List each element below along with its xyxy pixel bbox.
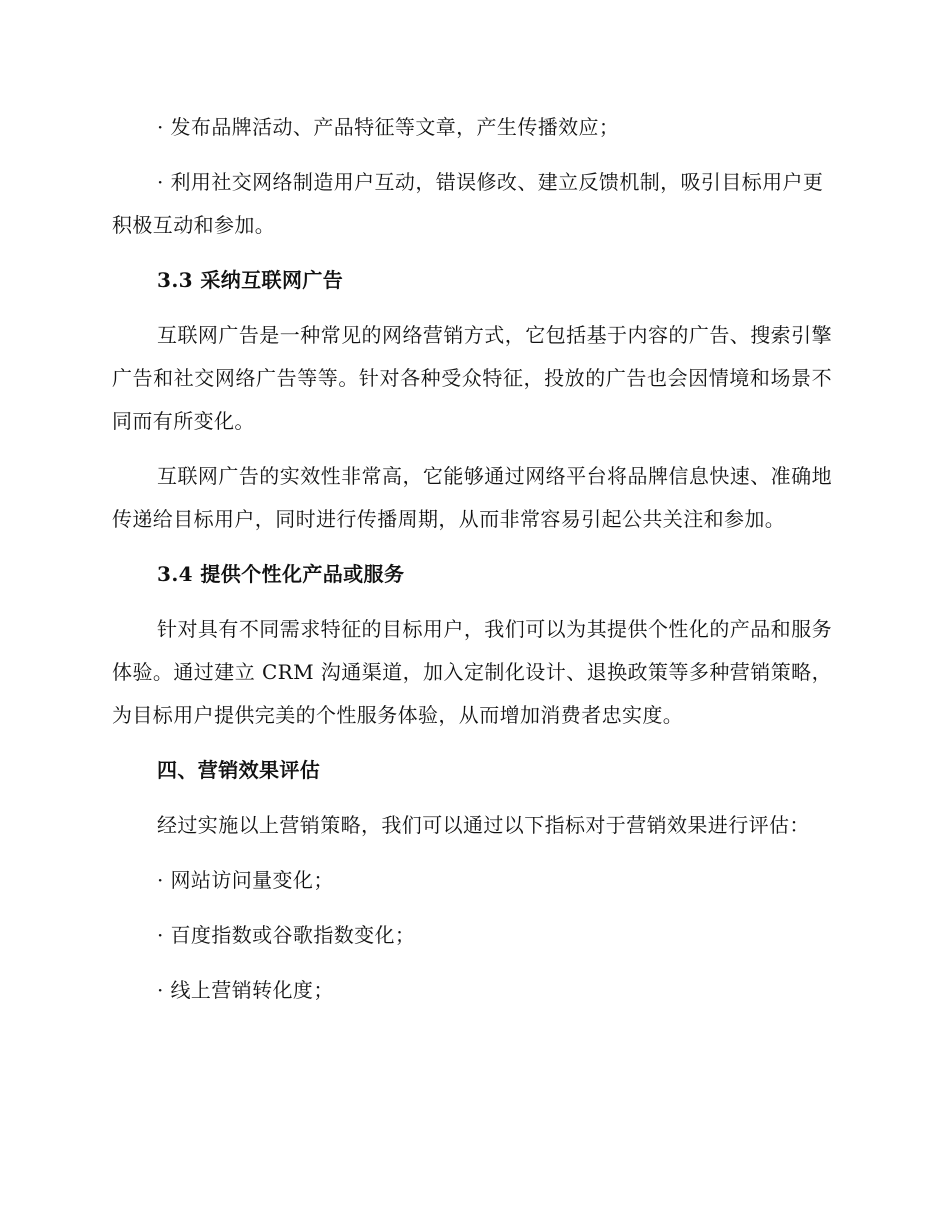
bullet-item-publish-articles: · 发布品牌活动、产品特征等文章，产生传播效应； [157,115,620,139]
section-heading-3-3: 3.3 采纳互联网广告 [157,268,344,292]
paragraph-internet-ads-effectiveness: 互联网广告的实效性非常高，它能够通过网络平台将品牌信息快速、准确地传递给目标用户，同时进行传播周期，从而非常容易引起公共关注和参加。 [112,464,832,531]
paragraph-personalized-service: 针对具有不同需求特征的目标用户，我们可以为其提供个性化的产品和服务体验。通过建立 CRM 沟通渠道，加入定制化设计、退换政策等多种营销策略，为目标用户提供完美的个性服务体验，从而增加消费者忠实度。 [112,617,832,727]
paragraph-evaluation-intro: 经过实施以上营销策略，我们可以通过以下指标对于营销效果进行评估： [157,813,810,837]
paragraph-internet-ads-intro: 互联网广告是一种常见的网络营销方式，它包括基于内容的广告、搜索引擎广告和社交网络广告等等。针对各种受众特征，投放的广告也会因情境和场景不同而有所变化。 [112,323,832,433]
bullet-item-site-traffic: · 网站访问量变化； [157,868,334,892]
section-heading-3-4: 3.4 提供个性化产品或服务 [157,562,405,586]
bullet-item-social-interaction: · 利用社交网络制造用户互动，错误修改、建立反馈机制，吸引目标用户更积极互动和参加。 [112,170,824,237]
document-body [112,106,832,1012]
bullet-item-search-index: · 百度指数或谷歌指数变化； [157,923,416,947]
section-heading-4: 四、营销效果评估 [157,758,321,782]
bullet-item-conversion: · 线上营销转化度； [157,978,334,1002]
